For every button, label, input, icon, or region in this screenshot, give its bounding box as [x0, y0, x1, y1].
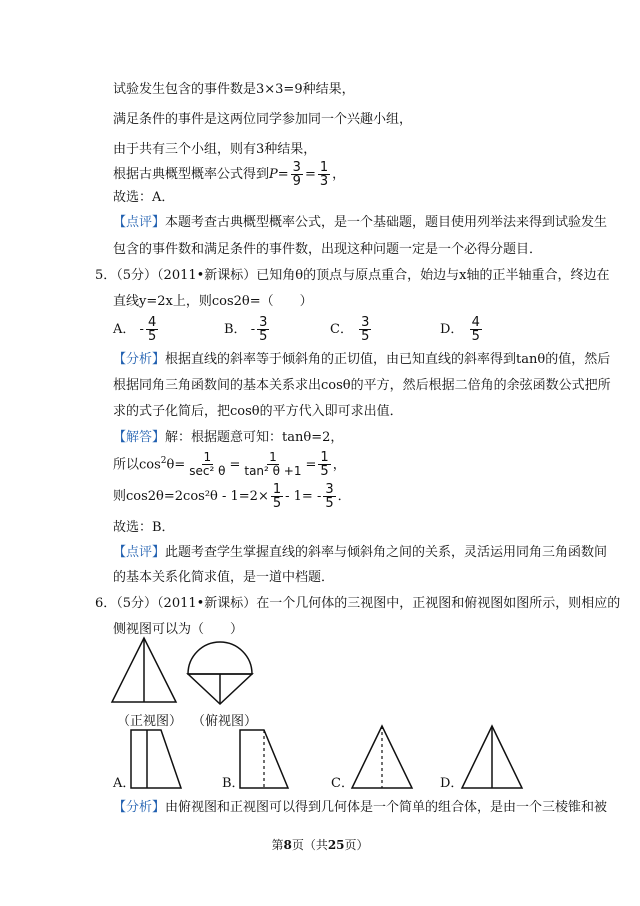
text: =	[229, 457, 241, 473]
question-text: （5分）（2011•新课标）在一个几何体的三视图中，正视图和俯视图如图所示，则相应的	[116, 596, 621, 611]
comment-line	[113, 215, 607, 231]
question-5-head	[95, 268, 609, 284]
question-number: 6．	[95, 596, 117, 611]
denominator: tan² θ +1	[244, 464, 302, 479]
comment-text: 本题考查古典概型概率公式，是一个基础题，题目使用列举法来得到试验发生	[165, 215, 608, 230]
front-view-figure	[108, 636, 180, 706]
analysis-line	[113, 352, 610, 368]
text: ．	[337, 489, 351, 504]
footer-text: 第	[271, 838, 284, 852]
solution-line	[113, 430, 343, 446]
formula-line: 根据古典概型概率公式得到P= $\frac{3}{9}$ = $\frac{1}{3}$ ，	[113, 160, 346, 189]
denominator: 5	[272, 496, 282, 511]
numerator: 4	[471, 315, 480, 330]
denominator: 3	[319, 174, 329, 189]
analysis-tag: 【分析】	[113, 352, 166, 367]
denominator: 5	[259, 329, 268, 344]
numerator: 1	[320, 450, 329, 466]
comment-line	[113, 545, 607, 561]
denominator: 5	[471, 329, 480, 344]
numerator: 1	[269, 450, 277, 465]
var: P=	[269, 167, 289, 182]
fraction	[323, 483, 335, 510]
question-5-line2: 直线y=2x上，则cos2θ=（ ）	[113, 294, 313, 309]
fraction	[242, 451, 303, 478]
fraction	[271, 483, 283, 510]
question-number: 5．	[95, 268, 117, 283]
formula-line	[113, 482, 351, 512]
footer-text: 页（共	[291, 838, 328, 852]
analysis-text: 根据直线的斜率等于倾斜角的正切值，由已知直线的斜率得到tanθ的值，然后	[165, 352, 611, 367]
text: ，	[332, 167, 346, 182]
option-a-figure	[127, 726, 183, 792]
option-label: C．	[330, 322, 353, 337]
text-line: 试验发生包含的事件数是3×3=9种结果，	[113, 82, 355, 97]
comment-line: 的基本关系化简求值，是一道中档题．	[113, 570, 335, 585]
text: 则cos2θ=2cos²θ - 1=2×	[113, 489, 269, 504]
superscript: 2	[160, 456, 167, 466]
text-line: 故选：A．	[113, 190, 175, 205]
total-pages: 25	[327, 838, 345, 852]
denominator: 5	[147, 329, 157, 344]
question-6-line2: 侧视图可以为（ ）	[113, 622, 244, 637]
numerator: 1	[272, 482, 282, 497]
numerator: 3	[361, 315, 370, 330]
text: 所以cos	[113, 457, 161, 473]
denominator: 5	[325, 496, 334, 511]
comment-text: 此题考查学生掌握直线的斜率与倾斜角之间的关系，灵活运用同角三角函数间	[165, 545, 608, 560]
option-b-label: B．	[222, 776, 245, 791]
option-a	[113, 316, 160, 343]
comment-tag: 【点评】	[113, 545, 166, 560]
denominator: sec² θ	[189, 464, 226, 479]
text-line: 满足条件的事件是这两位同学参加同一个兴趣小组，	[113, 112, 413, 127]
formula-line	[113, 446, 346, 480]
analysis-tag: 【分析】	[113, 800, 166, 815]
denominator: 9	[292, 174, 301, 189]
text-line: 由于共有三个小组，则有3种结果，	[113, 142, 317, 157]
analysis-line: 根据同角三角函数间的基本关系求出cosθ的平方，然后根据二倍角的余弦函数公式把所	[113, 378, 611, 393]
numerator: 3	[259, 315, 268, 330]
top-view-figure	[184, 638, 256, 706]
fraction	[470, 316, 482, 343]
option-c-label: C．	[331, 776, 354, 791]
option-d	[440, 316, 484, 343]
question-text: （5分）（2011•新课标）已知角θ的顶点与原点重合，始边与x轴的正半轴重合，终边在	[116, 268, 610, 283]
footer-text: 页）	[344, 838, 369, 852]
numerator: 3	[325, 482, 334, 497]
option-d-figure	[460, 722, 524, 792]
text-line: 故选：B．	[113, 520, 175, 535]
fraction	[318, 451, 330, 478]
text: =	[305, 457, 317, 473]
solution-tag: 【解答】	[113, 430, 166, 445]
option-sign: -	[139, 322, 144, 337]
denominator: 5	[320, 464, 329, 480]
numerator: 3	[292, 160, 301, 175]
numerator: 4	[147, 315, 157, 330]
text: 根据古典概型概率公式得到	[113, 167, 270, 182]
numerator: 1	[203, 450, 212, 465]
comment-tag: 【点评】	[113, 215, 166, 230]
fraction	[291, 161, 303, 188]
analysis-text: 由俯视图和正视图可以得到几何体是一个简单的组合体，是由一个三棱锥和被	[165, 800, 608, 815]
analysis-line	[113, 800, 607, 816]
denominator: 5	[361, 329, 370, 344]
fraction	[146, 316, 158, 343]
solution-text: 解：根据题意可知：tanθ=2，	[165, 430, 344, 445]
comment-line: 包含的事件数和满足条件的事件数，出现这种问题一定是一个必得分题目．	[113, 242, 543, 257]
option-sign: -	[250, 322, 256, 337]
option-label: B．	[224, 322, 247, 337]
fraction	[187, 451, 227, 478]
option-label: D．	[440, 322, 464, 337]
fraction	[257, 316, 269, 343]
option-a-label: A．	[113, 776, 136, 791]
page-number: 8	[283, 838, 292, 852]
option-d-label: D．	[440, 776, 464, 791]
option-c-figure	[350, 722, 414, 792]
text: ，	[332, 457, 346, 473]
page-footer	[0, 836, 640, 853]
option-b	[224, 316, 271, 343]
text: - 1= -	[285, 489, 322, 504]
question-6-head	[95, 596, 620, 612]
fraction	[318, 161, 330, 188]
caption-top-view: （俯视图）	[192, 714, 258, 729]
option-c	[330, 316, 373, 343]
text: θ=	[166, 457, 186, 473]
fraction	[359, 316, 371, 343]
caption-front-view: （正视图）	[117, 714, 183, 729]
numerator: 1	[319, 160, 329, 175]
option-label: A．	[113, 322, 136, 337]
analysis-line: 求的式子化简后，把cosθ的平方代入即可求出值．	[113, 404, 403, 419]
option-b-figure	[236, 726, 292, 792]
